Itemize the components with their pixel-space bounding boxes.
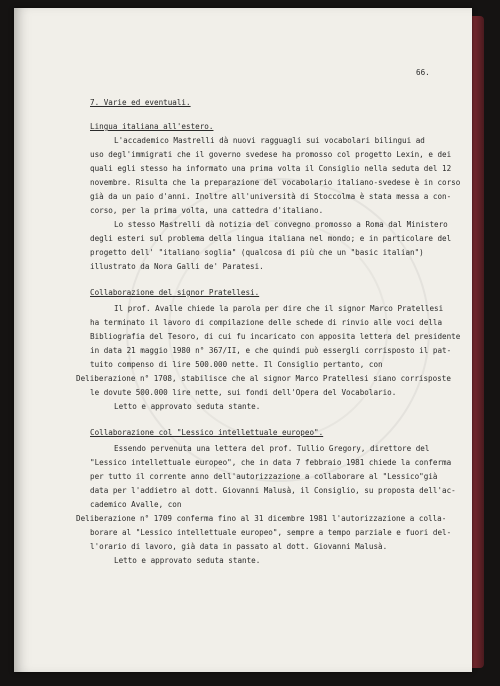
text-line: già da un paio d'anni. Inoltre all'università di Stoccolma è stata messa a con- [90, 192, 452, 201]
text-line: ha terminato il lavoro di compilazione delle schede di rinvio alle voci della [90, 318, 443, 327]
text-line: borare al "Lessico intellettuale europeo", sempre a tempo parziale e fuori del- [90, 528, 452, 537]
section-title: Lingua italiana all'estero. [90, 122, 214, 131]
text-line: Letto e approvato seduta stante. [114, 556, 261, 565]
text-line: Letto e approvato seduta stante. [114, 402, 261, 411]
text-line: cademico Avalle, con [90, 500, 182, 509]
text-line: Essendo pervenuta una lettera del prof. Tullio Gregory, direttore del [114, 444, 430, 453]
text-line: Deliberazione n° 1708, stabilisce che al signor Marco Pratellesi siano corrisposte [76, 374, 451, 383]
text-line: L'accademico Mastrelli dà nuovi ragguagli sui vocabolari bilingui ad [114, 136, 425, 145]
text-line: Deliberazione n° 1709 conferma fino al 31 dicembre 1981 l'autorizzazione a colla- [76, 514, 447, 523]
page-number: 66. [416, 68, 430, 77]
text-line: corso, per la prima volta, una cattedra d'italiano. [90, 206, 324, 215]
text-line: in data 21 maggio 1980 n° 367/II, e che quindi può essergli corrisposto il pat- [90, 346, 452, 355]
text-line: tuito compenso di lire 500.000 nette. Il Consiglio pertanto, con [90, 360, 383, 369]
text-line: quali egli stesso ha informato una prima volta il Consiglio nella seduta del 12 [90, 164, 452, 173]
text-line: degli esteri sul problema della lingua italiana nel mondo; e in particolare del [90, 234, 452, 243]
text-line: progetto dell' "italiano soglia" (qualcosa di più che un "basic italian") [90, 248, 424, 257]
text-line: Lo stesso Mastrelli dà notizia del convegno promosso a Roma dal Ministero [114, 220, 448, 229]
text-line: l'orario di lavoro, già data in passato al dott. Giovanni Malusà. [90, 542, 388, 551]
section-title: Collaborazione col "Lessico intellettuale europeo". [90, 428, 324, 437]
text-line: Il prof. Avalle chiede la parola per dire che il signor Marco Pratellesi [114, 304, 444, 313]
text-line: illustrato da Nora Galli de' Paratesi. [90, 262, 264, 271]
document-page [14, 8, 472, 672]
section-title: Collaborazione del signor Pratellesi. [90, 288, 260, 297]
text-line: uso degl'immigrati che il governo svedese ha promosso col progetto Lexin, e dei [90, 150, 452, 159]
text-line: data per l'addietro al dott. Giovanni Malusà, il Consiglio, su proposta dell'ac- [90, 486, 456, 495]
text-line: Bibliografia del Tesoro, di cui fu incaricato con apposita lettera del presidente [90, 332, 461, 341]
text-line: "Lessico intellettuale europeo", che in data 7 febbraio 1981 chiede la conferma [90, 458, 452, 467]
section-heading: 7. Varie ed eventuali. [90, 98, 191, 107]
text-line: novembre. Risulta che la preparazione del vocabolario italiano-svedese è in corso [90, 178, 461, 187]
text-line: per tutto il corrente anno dell'autorizzazione a collaborare al "Lessico"già [90, 472, 438, 481]
text-line: le dovute 500.000 lire nette, sui fondi dell'Opera del Vocabolario. [90, 388, 397, 397]
